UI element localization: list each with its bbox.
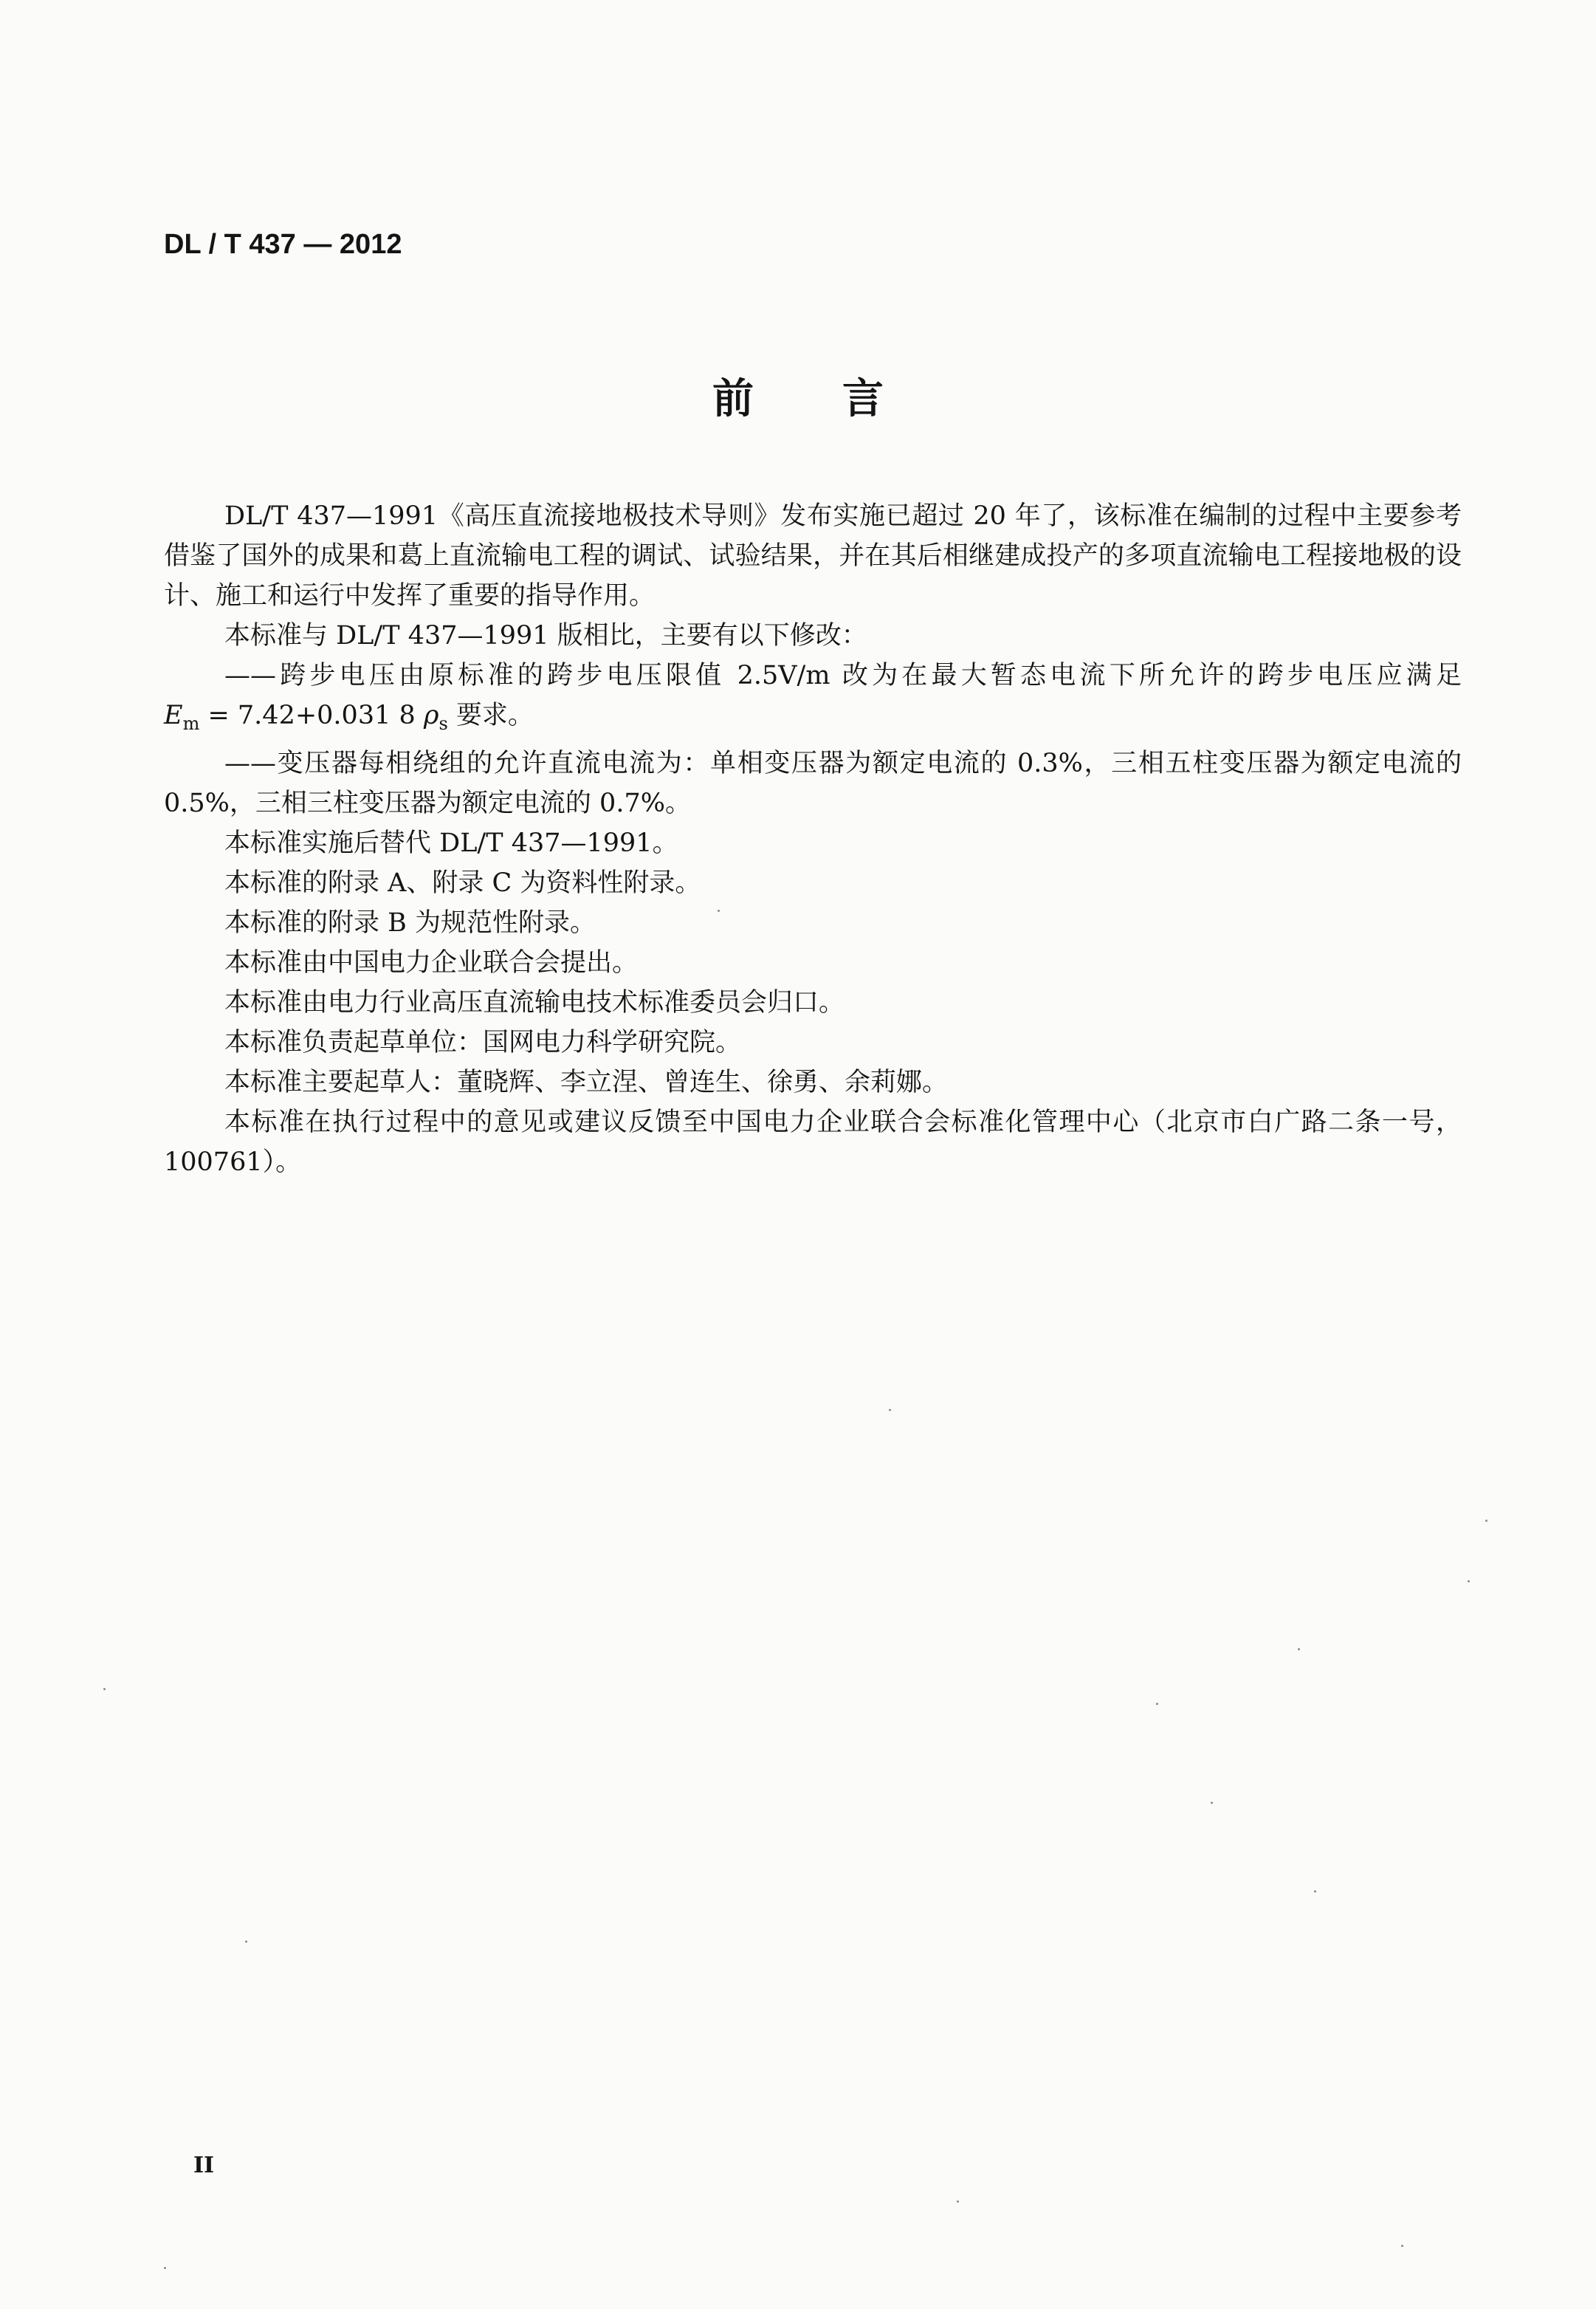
scan-speck [1156, 1703, 1158, 1705]
scan-speck [245, 1941, 247, 1943]
formula-rho-subscript: s [438, 713, 448, 734]
paragraph-informative-annex: 本标准的附录 A、附录 C 为资料性附录。 [224, 868, 701, 898]
document-code: DL / T 437 — 2012 [164, 229, 402, 260]
formula-line [164, 696, 1462, 744]
page-number: II [193, 2152, 215, 2178]
paragraph-drafting-unit: 本标准负责起草单位：国网电力科学研究院。 [224, 1028, 742, 1057]
formula-expression: = 7.42+0.031 8 [199, 701, 424, 730]
scan-speck [164, 2267, 166, 2269]
scan-speck [1314, 1890, 1316, 1893]
paragraph-managed-by: 本标准由电力行业高压直流输电技术标准委员会归口。 [224, 988, 845, 1018]
scan-speck [1401, 2245, 1403, 2247]
scan-speck [718, 910, 720, 912]
scan-speck [957, 2200, 959, 2203]
paragraph-replaces: 本标准实施后替代 DL/T 437—1991。 [224, 828, 678, 858]
paragraph-change-transformer: ——变压器每相绕组的允许直流电流为：单相变压器为额定电流的 0.3%，三相五柱变压器为额定电流的 0.5%，三相三柱变压器为额定电流的 0.7%。 [164, 749, 1462, 818]
paragraph-proposed-by: 本标准由中国电力企业联合会提出。 [224, 948, 639, 978]
foreword-body [164, 496, 1462, 1182]
formula-suffix: 要求。 [447, 701, 534, 730]
scan-speck [103, 1688, 106, 1690]
paragraph-drafters: 本标准主要起草人：董晓辉、李立涅、曾连生、徐勇、余莉娜。 [224, 1068, 949, 1097]
scan-speck [1468, 1580, 1470, 1582]
paragraph-feedback: 本标准在执行过程中的意见或建议反馈至中国电力企业联合会标准化管理中心（北京市白广路二条一号，100761）。 [164, 1108, 1462, 1177]
paragraph-intro: DL/T 437—1991《高压直流接地极技术导则》发布实施已超过 20 年了，该标准在编制的过程中主要参考借鉴了国外的成果和葛上直流输电工程的调试、试验结果，并在其后相继建成投产的多项直流输电工程接地极的设计、施工和运行中发挥了重要的指导作用。 [164, 501, 1462, 611]
paragraph-normative-annex: 本标准的附录 B 为规范性附录。 [224, 908, 596, 938]
page-title: 前言 [712, 375, 972, 423]
scan-speck [1485, 1520, 1487, 1522]
scan-speck [1298, 1648, 1300, 1650]
formula-symbol: E [164, 701, 183, 730]
formula-subscript: m [182, 713, 200, 734]
scan-speck [1211, 1802, 1213, 1804]
paragraph-change-step-voltage: ——跨步电压由原标准的跨步电压限值 2.5V/m 改为在最大暂态电流下所允许的跨步电压应满足 [224, 661, 1462, 690]
scan-speck [889, 1409, 891, 1411]
paragraph-changes-intro: 本标准与 DL/T 437—1991 版相比，主要有以下修改： [224, 621, 867, 651]
formula-rho: ρ [423, 701, 439, 730]
